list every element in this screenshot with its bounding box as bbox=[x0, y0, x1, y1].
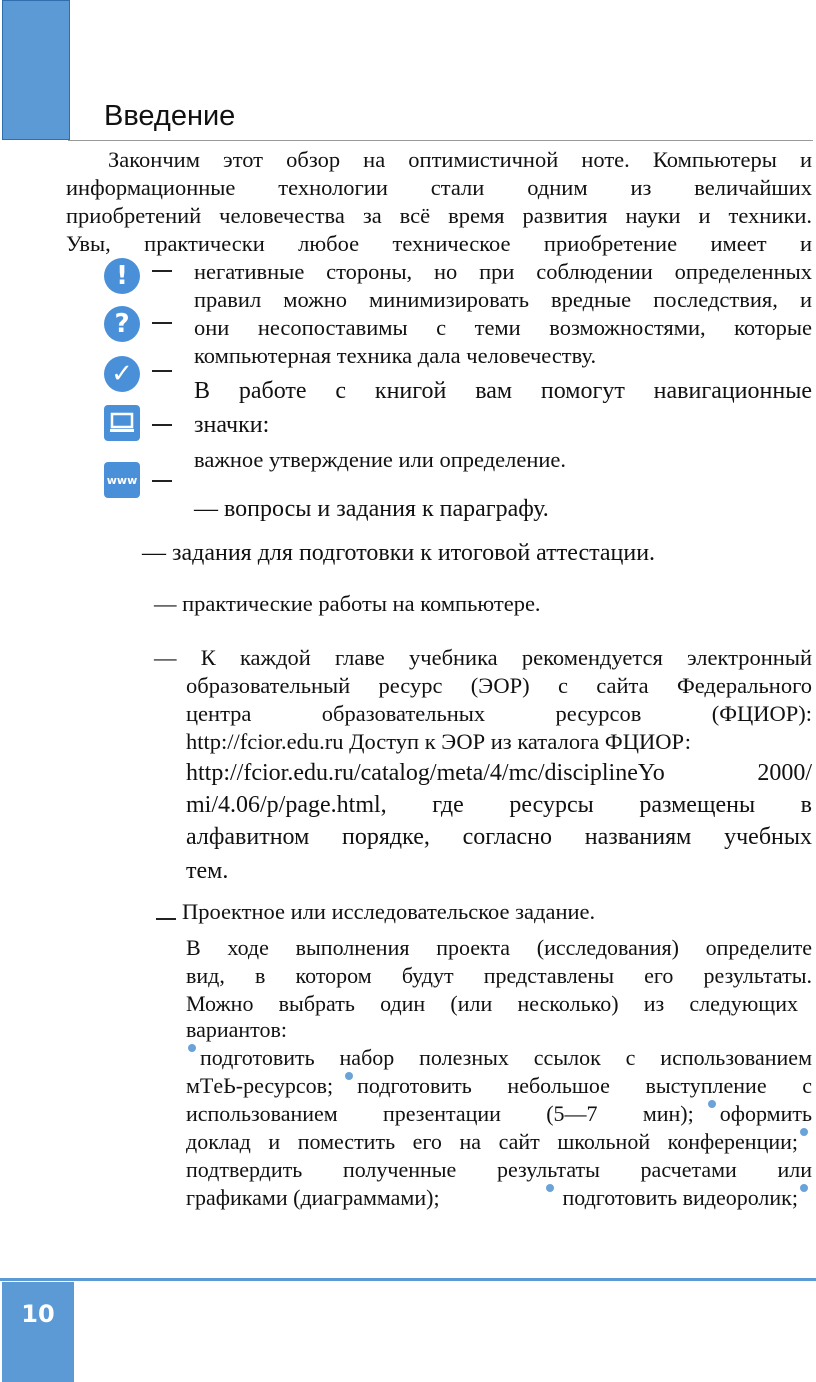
project-line-4: вариантов: bbox=[186, 1017, 287, 1042]
eor-line-4: http://fcior.edu.ru Доступ к ЭОР из каталога ФЦИОР: bbox=[186, 729, 692, 754]
dash-mark bbox=[152, 270, 172, 272]
intro-line-2: информационные технологии стали одним из величайших bbox=[66, 175, 812, 200]
list-item bbox=[186, 1128, 812, 1156]
list-item-text: оформить bbox=[719, 1101, 812, 1126]
check-icon: ✓ bbox=[104, 356, 140, 392]
eor-line-8: тем. bbox=[186, 858, 229, 884]
bullet-icon bbox=[345, 1072, 353, 1080]
footer-divider bbox=[0, 1278, 816, 1281]
www-icon: www bbox=[104, 462, 140, 498]
nav-item-practice: — практические работы на компьютере. bbox=[154, 591, 541, 616]
page-title: Введение bbox=[104, 100, 236, 132]
bullet-icon bbox=[546, 1184, 554, 1192]
nav-item-attestation: — задания для подготовки к итоговой аттестации. bbox=[142, 540, 656, 566]
bullet-icon bbox=[800, 1184, 808, 1192]
list-item-text: подготовить набор полезных ссылок с использованием bbox=[200, 1045, 812, 1070]
intro-line-6: правил можно минимизировать вредные последствия, и bbox=[194, 287, 812, 312]
nav-item-questions: — вопросы и задания к параграфу. bbox=[194, 496, 549, 522]
bullet-icon bbox=[188, 1044, 196, 1052]
list-item-text: подтвердить полученные результаты расчетами или bbox=[186, 1157, 812, 1182]
page-number: 10 bbox=[21, 1300, 55, 1328]
eor-line-6: mi/4.06/p/page.html, где ресурсы размещены в bbox=[186, 792, 812, 818]
nav-intro-line-2: значки: bbox=[194, 412, 270, 438]
eor-line-2: образовательный ресурс (ЭОР) с сайта Федерального bbox=[186, 673, 812, 698]
eor-line-5: http://fcior.edu.ru/catalog/meta/4/mc/disciplineYo 2000/ bbox=[186, 760, 812, 786]
eor-line-3: центра образовательных ресурсов (ФЦИОР): bbox=[186, 701, 812, 726]
list-item bbox=[186, 1072, 812, 1100]
project-line-1: В ходе выполнения проекта (исследования) определите bbox=[186, 935, 812, 960]
page-number-box bbox=[2, 1282, 74, 1382]
list-item-text: графиками (диаграммами); bbox=[186, 1185, 440, 1210]
exclamation-icon: ! bbox=[104, 258, 140, 294]
intro-line-5: негативные стороны, но при соблюдении определенных bbox=[194, 259, 812, 284]
list-item-text: подготовить небольшое выступление с bbox=[357, 1073, 812, 1098]
intro-line-7: они несопоставимы с теми возможностями, которые bbox=[194, 315, 812, 340]
project-title: Проектное или исследовательское задание. bbox=[182, 899, 596, 924]
header-tab bbox=[2, 0, 70, 140]
computer-icon bbox=[104, 405, 140, 441]
dash-mark bbox=[152, 424, 172, 426]
list-item-text: мTеЬ-ресурсов; bbox=[186, 1073, 334, 1098]
intro-line-3: приобретений человечества за всё время развития науки и техники. bbox=[66, 203, 812, 228]
header-divider bbox=[68, 140, 813, 141]
list-item-text: подготовить видеоролик; bbox=[562, 1185, 798, 1210]
project-line-2: вид, в котором будут представлены его результаты. bbox=[186, 963, 812, 988]
question-icon: ? bbox=[104, 306, 140, 342]
intro-line-8: компьютерная техника дала человечеству. bbox=[194, 343, 597, 368]
eor-line-7: алфавитном порядке, согласно названиям учебных bbox=[186, 824, 812, 850]
list-item bbox=[186, 1184, 812, 1212]
dash-mark bbox=[152, 370, 172, 372]
nav-item-important: важное утверждение или определение. bbox=[194, 447, 567, 472]
eor-line-1: — К каждой главе учебника рекомендуется электронный bbox=[154, 645, 812, 670]
intro-line-1: Закончим этот обзор на оптимистичной ноте. Компьютеры и bbox=[108, 147, 812, 172]
intro-line-4: Увы, практически любое техническое приобретение имеет и bbox=[66, 231, 812, 256]
bullet-icon bbox=[708, 1100, 716, 1108]
nav-intro-line-1: В работе с книгой вам помогут навигационные bbox=[194, 378, 812, 404]
list-item bbox=[186, 1044, 812, 1072]
dash-mark bbox=[152, 480, 172, 482]
dash-mark bbox=[156, 918, 176, 920]
list-item-text: доклад и поместить его на сайт школьной конференции; bbox=[186, 1129, 798, 1154]
project-line-3: Можно выбрать один (или несколько) из следующих bbox=[186, 991, 798, 1016]
list-item-text: использованием презентации (5—7 мин); bbox=[186, 1101, 694, 1126]
list-item bbox=[186, 1100, 812, 1128]
dash-mark bbox=[152, 322, 172, 324]
bullet-icon bbox=[800, 1128, 808, 1136]
